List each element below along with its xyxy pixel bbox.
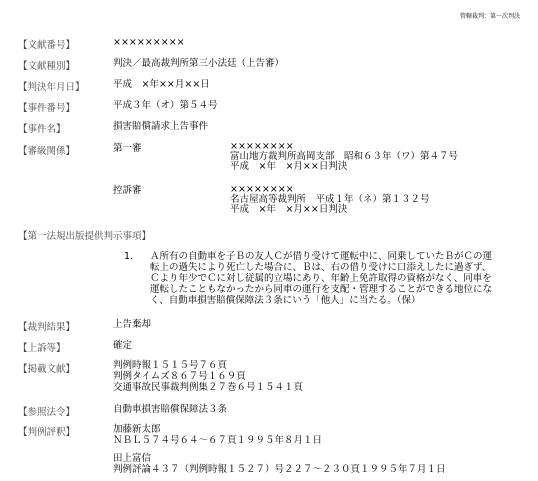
appeal-court-label: 控訴審 bbox=[113, 185, 142, 196]
summary-line: 転上の過失により死亡した場合に、Ｂは、右の借り受けに口添えしたに過ぎず、 bbox=[150, 262, 492, 273]
commentary-citation: ＮＢＬ５７４号６４〜６７頁１９９５年８月１日 bbox=[113, 435, 323, 446]
first-instance-label: 第一審 bbox=[113, 143, 142, 154]
appeal-status-label: 【上訴等】 bbox=[18, 343, 66, 354]
publication-item: 判例時報１５１５号７６頁 bbox=[113, 360, 228, 371]
commentary-citation: 判例評論４３７（判例時報１５２７）号２２７〜２３０頁１９９５年７月１日 bbox=[113, 464, 446, 475]
publication-item: 判例タイムズ８６７号１６９頁 bbox=[113, 371, 246, 382]
commentary-entry-2 bbox=[113, 453, 446, 475]
result-label: 【裁判結果】 bbox=[18, 322, 76, 333]
date-value: 平成 ×年××月××日 bbox=[113, 79, 210, 90]
doc-type-value: 判決／最高裁判所第三小法廷（上告審） bbox=[113, 58, 285, 69]
summary-line: く、自動車損害賠償保障法３条にいう「他人」に当たる。（保） bbox=[150, 295, 421, 306]
case-number-value: ××××××××× bbox=[113, 37, 185, 48]
first-instance-line: 富山地方裁判所高岡支部 昭和６３年（ワ）第４７号 bbox=[230, 151, 459, 162]
publication-item: 交通事故民事裁判例集２７巻６号１５４１頁 bbox=[113, 382, 304, 393]
statutes-label: 【参照法令】 bbox=[18, 407, 76, 418]
result-value: 上告棄却 bbox=[113, 319, 152, 330]
appeal-line: 平成 ×年 ×月××日判決 bbox=[230, 204, 348, 215]
summary-line: Ｃより年少でＣに対し従属的立場にあり、年齢上免許取得の資格がなく、同車を bbox=[150, 273, 492, 284]
appeal-status-value: 確定 bbox=[113, 340, 133, 351]
history-label: 【審級関係】 bbox=[18, 146, 76, 157]
summary-text bbox=[150, 251, 526, 306]
header-note: 管轄裁判：第一次判決 bbox=[459, 13, 520, 20]
case-name-value: 損害賠償請求上告事件 bbox=[113, 121, 209, 132]
summary-section-label: 【第一法規出版提供判示事項】 bbox=[18, 231, 152, 242]
appeal-line: ×××××××× bbox=[230, 184, 294, 195]
date-label: 【判決年月日】 bbox=[18, 82, 85, 93]
commentary-author: 加藤新太郎 bbox=[113, 424, 161, 435]
statutes-value: 自動車損害賠償保障法３条 bbox=[113, 404, 228, 415]
first-instance-details bbox=[230, 142, 458, 172]
first-instance-line: ×××××××× bbox=[230, 141, 294, 152]
publications-label: 【掲載文献】 bbox=[18, 364, 76, 375]
docket-label: 【事件番号】 bbox=[18, 103, 76, 114]
appeal-line: 名古屋高等裁判所 平成１年（ネ）第１３２号 bbox=[230, 194, 430, 205]
commentary-label: 【判例評釈】 bbox=[18, 427, 76, 438]
case-name-label: 【事件名】 bbox=[18, 124, 66, 135]
docket-value: 平成３年（オ）第５４号 bbox=[113, 100, 218, 111]
commentary-entry-1 bbox=[113, 424, 322, 446]
commentary-author: 田上富信 bbox=[113, 453, 152, 464]
case-number-label: 【文献番号】 bbox=[18, 40, 76, 51]
appeal-court-details bbox=[230, 185, 430, 215]
summary-line: Ａ所有の自動車を子Ｂの友人Ｃが借り受けて運転中に、同乗していたＢがＣの運 bbox=[150, 251, 493, 262]
summary-number: 1. bbox=[124, 251, 134, 262]
summary-line: 運転したこともなかったから同車の運行を支配・管理することができる地位にな bbox=[150, 284, 493, 295]
doc-type-label: 【文献種別】 bbox=[18, 61, 76, 72]
publications-list bbox=[113, 360, 303, 393]
first-instance-line: 平成 ×年 ×月××日判決 bbox=[230, 161, 348, 172]
